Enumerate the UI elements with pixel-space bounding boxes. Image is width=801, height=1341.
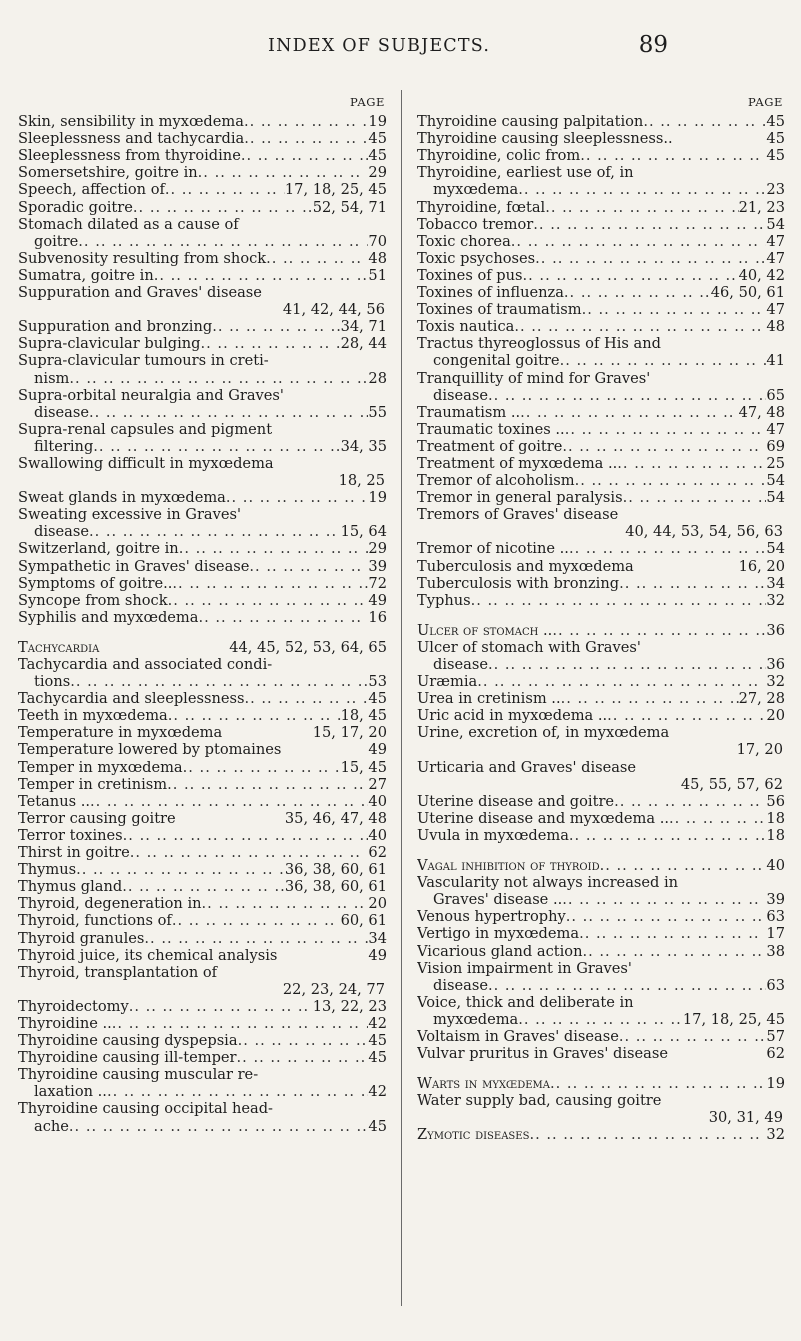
index-entry: Syphilis and myxœdema .. .. 16	[18, 609, 387, 626]
index-entry: Sweat glands in myxœdema .. .. 19	[18, 489, 387, 506]
section-gap	[417, 609, 785, 622]
index-entry: Skin, sensibility in myxœdema .. .. 19	[18, 113, 387, 130]
index-entry: Thymus gland .. .. 36, 38, 60, 61	[18, 878, 387, 895]
index-entry: Thyroidine causing occipital head- ache .. .. 45	[18, 1100, 387, 1134]
index-entry: Tuberculosis with bronzing .. .. 34	[417, 575, 785, 592]
index-entry: Water supply bad, causing goitre 30, 31, 49	[417, 1092, 783, 1127]
index-entry: Sweating excessive in Graves' disease .. .. 15, 64	[18, 506, 387, 540]
column-divider	[401, 90, 402, 1306]
index-entry: Zymotic diseases .. .. 32	[417, 1126, 785, 1143]
index-entry: Swallowing difficult in myxœdema 18, 25	[18, 454, 385, 490]
index-entry: Thyroid juice, its chemical analysis 49	[18, 946, 387, 964]
index-entry: Temper in myxœdema .. .. 15, 45	[18, 759, 387, 776]
section-gap	[417, 844, 785, 857]
index-entry: Supra-clavicular tumours in creti- nism .. .. 28	[18, 352, 387, 386]
index-entry: Vulvar pruritus in Graves' disease 62	[417, 1045, 785, 1063]
index-entry: Sporadic goitre .. .. 52, 54, 71	[18, 199, 387, 216]
index-entry: Urea in cretinism .. .. .. 27, 28	[417, 690, 785, 707]
index-entry: Thyroidine causing muscular re- laxation .. .. .. 42	[18, 1066, 387, 1100]
index-entry: Traumatic toxines .. .. .. 47	[417, 421, 785, 438]
index-entry: Thyroidine, colic from .. .. 45	[417, 147, 785, 164]
index-entry: Ulcer of stomach with Graves' disease .. .. 36	[417, 639, 785, 673]
index-entry: Sympathetic in Graves' disease .. .. 39	[18, 558, 387, 575]
index-entry: Urticaria and Graves' disease 45, 55, 57, 62	[417, 758, 783, 793]
index-entry: Thyroid, functions of .. .. 60, 61	[18, 912, 387, 929]
index-entry: Tachycardia and sleeplessness .. .. 45	[18, 690, 387, 707]
index-entry: Stomach dilated as a cause of goitre .. .. 70	[18, 216, 387, 250]
index-entry: Terror causing goitre 35, 46, 47, 48	[18, 809, 387, 827]
index-entry: Tuberculosis and myxœdema 16, 20	[417, 557, 785, 575]
index-entry: Treatment of myxœdema .. .. .. 25	[417, 455, 785, 472]
section-gap	[18, 626, 387, 639]
index-entry: Thyroidectomy .. .. 13, 22, 23	[18, 998, 387, 1015]
index-column-right	[417, 94, 785, 1144]
index-entry: Uterine disease and goitre .. .. 56	[417, 793, 785, 810]
index-entry: Switzerland, goitre in .. .. 29	[18, 540, 387, 557]
index-entry: Speech, affection of .. .. 17, 18, 25, 45	[18, 181, 387, 198]
index-entry: Thyroidine causing dyspepsia .. .. 45	[18, 1032, 387, 1049]
index-entry: Suppuration and bronzing .. .. 34, 71	[18, 318, 387, 335]
index-entry: Temperature in myxœdema 15, 17, 20	[18, 724, 387, 742]
index-entry: Tremor of nicotine .. .. .. 54	[417, 540, 785, 557]
index-entry: Voice, thick and deliberate in myxœdema .. .. 17, 18, 25, 45	[417, 994, 785, 1028]
index-entry: Thyroidine .. .. .. 42	[18, 1015, 387, 1032]
index-entry: Sleeplessness from thyroidine .. .. 45	[18, 147, 387, 164]
index-entry: Subvenosity resulting from shock .. .. 48	[18, 250, 387, 267]
index-entry: Supra-renal capsules and pigment filtering .. .. 34, 35	[18, 421, 387, 455]
index-entry: Uterine disease and myxœdema .. .. .. 18	[417, 810, 785, 827]
page-heading: PAGE	[350, 95, 385, 109]
index-entry: Somersetshire, goitre in .. .. 29	[18, 164, 387, 181]
page-heading: PAGE	[748, 95, 783, 109]
index-entry: Teeth in myxœdema .. .. 18, 45	[18, 707, 387, 724]
index-entry: Thyroidine, fœtal .. .. 21, 23	[417, 199, 785, 216]
index-entry: Urine, excretion of, in myxœdema 17, 20	[417, 724, 783, 759]
index-entry: Uric acid in myxœdema .. .. .. 20	[417, 707, 785, 724]
index-entry: Uvula in myxœdema .. .. 18	[417, 827, 785, 844]
index-entry: Traumatism .. .. .. 47, 48	[417, 404, 785, 421]
index-column-left	[18, 94, 387, 1135]
index-entry: Supra-clavicular bulging .. .. 28, 44	[18, 335, 387, 352]
index-entry: Vicarious gland action .. .. 38	[417, 943, 785, 960]
page-number: 89	[638, 32, 668, 58]
index-entry: Terror toxines .. .. 40	[18, 827, 387, 844]
index-entry: Temperature lowered by ptomaines 49	[18, 741, 387, 759]
index-entry: Toxines of pus .. .. 40, 42	[417, 267, 785, 284]
index-entry: Thyroid, degeneration in .. .. 20	[18, 895, 387, 912]
index-entry: Tranquillity of mind for Graves' disease .. .. 65	[417, 370, 785, 404]
index-entry: Tremor of alcoholism .. .. 54	[417, 472, 785, 489]
index-entry: Temper in cretinism .. .. 27	[18, 776, 387, 793]
index-entry: Thyroidine causing palpitation .. .. 45	[417, 113, 785, 130]
index-entry: Typhus .. .. 32	[417, 592, 785, 609]
index-entry: Tremor in general paralysis .. .. 54	[417, 489, 785, 506]
index-entry: Tractus thyreoglossus of His and congenital goitre .. .. 41	[417, 335, 785, 369]
page-header	[0, 32, 801, 62]
index-entry: Supra-orbital neuralgia and Graves' disease .. .. 55	[18, 387, 387, 421]
section-gap	[417, 1062, 785, 1075]
index-entry: Suppuration and Graves' disease 41, 42, 44, 56	[18, 284, 385, 319]
index-entry: Sleeplessness and tachycardia .. .. 45	[18, 130, 387, 147]
index-entry: Symptoms of goitre.. .. .. 72	[18, 575, 387, 592]
index-entry: Thyroidine, earliest use of, in myxœdema .. .. 23	[417, 164, 785, 198]
index-entry: Voltaism in Graves' disease .. .. 57	[417, 1028, 785, 1045]
index-entry: Toxines of influenza .. .. 46, 50, 61	[417, 284, 785, 301]
index-entry: Thyroidine causing ill-temper .. .. 45	[18, 1049, 387, 1066]
index-entry: Vertigo in myxœdema .. .. 17	[417, 925, 785, 942]
running-title: INDEX OF SUBJECTS.	[268, 36, 491, 56]
index-entry: Thyroidine causing sleeplessness.. 45	[417, 130, 785, 148]
index-entry: Toxis nautica .. .. 48	[417, 318, 785, 335]
index-entry: Thyroid, transplantation of 22, 23, 24, 77	[18, 963, 385, 998]
index-entry: Thyroid granules .. .. 34	[18, 930, 387, 947]
index-entry: Thymus .. .. 36, 38, 60, 61	[18, 861, 387, 878]
index-entry: Tetanus .. .. .. 40	[18, 793, 387, 810]
index-entry: Syncope from shock .. .. 49	[18, 592, 387, 609]
index-entry: Ulcer of stomach .. .. .. 36	[417, 622, 785, 639]
index-entry: Vision impairment in Graves' disease .. .. 63	[417, 960, 785, 994]
index-entry: Tobacco tremor .. .. 54	[417, 216, 785, 233]
index-entry: Thirst in goitre .. .. 62	[18, 844, 387, 861]
index-entry: Tremors of Graves' disease 40, 44, 53, 54, 56, 63	[417, 506, 783, 541]
index-entry: Toxic psychoses .. .. 47	[417, 250, 785, 267]
index-entry: Treatment of goitre .. .. 69	[417, 438, 785, 455]
index-entry: Tachycardia and associated condi- tions .. .. 53	[18, 656, 387, 690]
index-entry: Sumatra, goitre in .. .. 51	[18, 267, 387, 284]
index-entry: Warts in myxœdema .. .. 19	[417, 1075, 785, 1092]
index-entry: Toxic chorea .. .. 47	[417, 233, 785, 250]
index-entry: Uræmia .. .. 32	[417, 673, 785, 690]
index-entry: Vagal inhibition of thyroid .. .. 40	[417, 857, 785, 874]
index-entry: Tachycardia 44, 45, 52, 53, 64, 65	[18, 638, 387, 656]
index-entry: Venous hypertrophy .. .. 63	[417, 908, 785, 925]
index-entry: Vascularity not always increased in Graves' disease .. .. .. 39	[417, 874, 785, 908]
index-entry: Toxines of traumatism .. .. 47	[417, 301, 785, 318]
